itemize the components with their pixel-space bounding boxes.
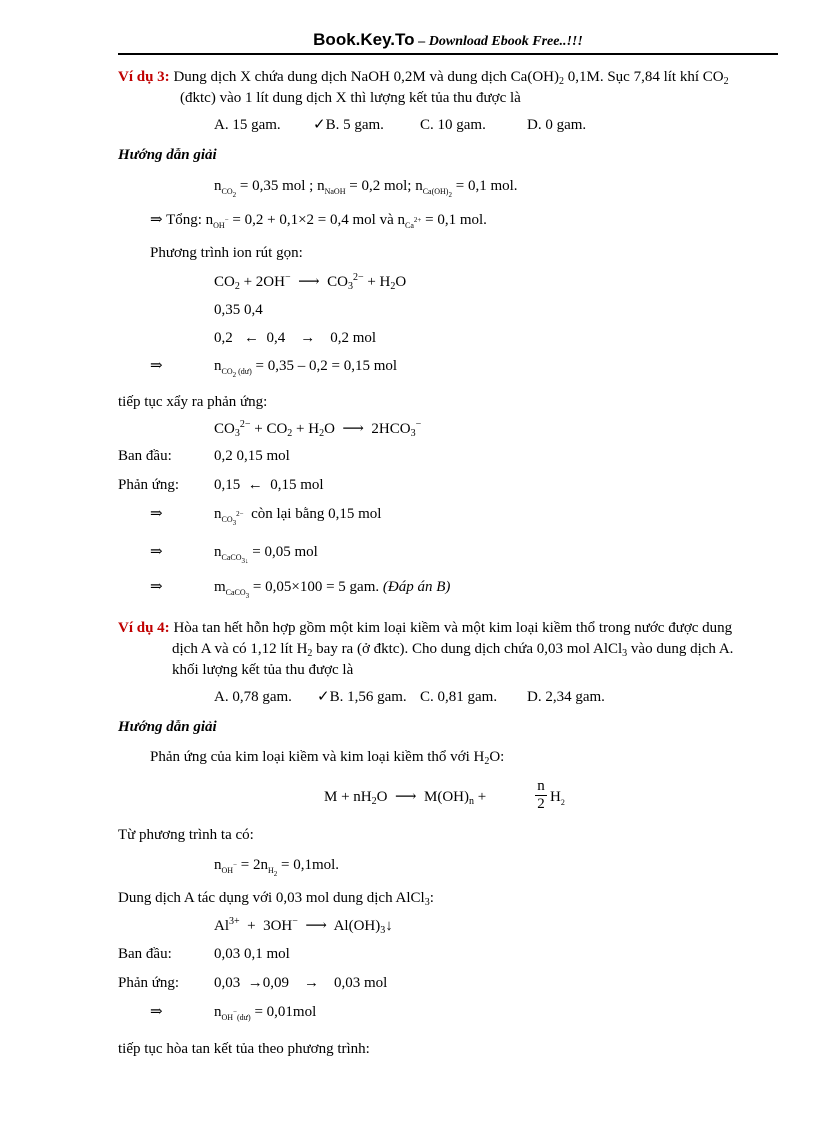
checkmark-icon: ✓ xyxy=(313,117,326,133)
example4-option-d: D. 2,34 gam. xyxy=(527,689,605,705)
example3-answer: (Đáp án B) xyxy=(382,579,451,595)
example3-option-a: A. 15 gam. xyxy=(214,117,281,133)
example3-question-line1: Ví dụ 3: Dung dịch X chứa dung dịch NaOH 0,2M và dung dịch $Ca(OH)_2$ 0,1M. Sục 7,84 lít khí $CO_2$ xyxy=(118,69,729,87)
example3-co2-excess: $n_{CO_2 (dư)} = 0,35 - 0,2 = 0,15$ mol xyxy=(214,358,398,379)
example3-option-c: C. 10 gam. xyxy=(420,117,486,133)
example4-h2-product: $H_2$ xyxy=(550,789,565,807)
example3-option-d: D. 0 gam. xyxy=(527,117,587,133)
example4-oh-remaining: $n_{OH^-(dư)} = 0,01mol$ xyxy=(214,1004,317,1022)
example4-reaction-text: Phản ứng của kim loại kiềm và kim loại kiềm thổ với $H_2O$: xyxy=(150,749,505,767)
implies-arrow-icon: ⇒ xyxy=(150,1004,163,1020)
example3-guide-heading: Hướng dẫn giải xyxy=(118,147,217,163)
example3-caco3-mass: $m_{CaCO_3} = 0,05\times 100 = 5$ gam. (Đáp án B) xyxy=(214,579,451,600)
example4-from-equation: Từ phương trình ta có: xyxy=(118,827,254,843)
example4-continue: tiếp tục hòa tan kết tủa theo phương trình: xyxy=(118,1041,370,1057)
example4-option-b: ✓B. 1,56 gam. xyxy=(317,689,407,705)
example4-oh-moles: $n_{OH^-} = 2n_{H_2} = 0,1mol$. xyxy=(214,857,340,878)
example3-co3-remaining: $n_{CO_3^{2-}}$ còn lại bằng 0,15 mol xyxy=(214,506,382,527)
example3-label: Ví dụ 3: xyxy=(118,69,170,85)
example3-initial-label: Ban đầu: xyxy=(118,448,172,464)
example3-question-line2: (đktc) vào 1 lít dung dịch X thì lượng kết tủa thu được là xyxy=(180,90,521,106)
implies-arrow-icon: ⇒ xyxy=(150,544,163,560)
header-brand: Book.Key.To xyxy=(313,30,415,49)
example3-total-line: ⇒ Tổng: $n_{OH^-} = 0,2 + 0,1\times 2 = 0,4$ mol và $n_{Ca^{2+}} = 0,1$ mol. xyxy=(150,212,487,230)
example4-question-line3: khối lượng kết tủa thu được là xyxy=(172,662,354,678)
example3-option-b: ✓B. 5 gam. xyxy=(313,117,384,133)
example4-metal-equation: $M + nH_2O$ ⟶ $M(OH)_n$ + xyxy=(324,789,487,807)
example4-fraction: n 2 xyxy=(534,778,548,813)
implies-arrow-icon: ⇒ xyxy=(150,358,163,374)
example4-reacted-values: 0,03 →0,09 → 0,03 mol xyxy=(214,975,388,991)
implies-arrow-icon: ⇒ xyxy=(150,579,163,595)
example3-reacted-label: Phản ứng: xyxy=(118,477,180,493)
implies-arrow-icon: ⇒ xyxy=(150,212,163,228)
example3-ionic-heading: Phương trình ion rút gọn: xyxy=(150,245,303,261)
example4-initial-label: Ban đầu: xyxy=(118,946,172,962)
example4-question-line2: dịch A và có 1,12 lít $H_2$ bay ra (ở đktc). Cho dung dịch chứa 0,03 mol AlCl$_3$ vào dung dịch A. xyxy=(172,641,734,659)
example3-eq1-reacted: 0,2 ← 0,4 → 0,2 mol xyxy=(214,330,377,346)
header-divider xyxy=(118,53,778,55)
checkmark-icon: ✓ xyxy=(317,689,330,705)
example3-eq1-initial: 0,35 0,4 xyxy=(214,302,263,318)
header-tagline: – Download Ebook Free..!!! xyxy=(418,34,583,49)
example4-initial-values: 0,03 0,1 mol xyxy=(214,946,290,962)
page-header xyxy=(118,30,778,50)
example4-solution-intro: Dung dịch A tác dụng với 0,03 mol dung dịch AlCl$_3$: xyxy=(118,890,434,908)
example3-continue: tiếp tục xẩy ra phản ứng: xyxy=(118,394,268,410)
example4-question-line1: Ví dụ 4: Hòa tan hết hỗn hợp gồm một kim loại kiềm và một kim loại kiềm thổ trong nước được dung xyxy=(118,620,733,636)
example4-option-a: A. 0,78 gam. xyxy=(214,689,292,705)
example4-option-c: C. 0,81 gam. xyxy=(420,689,498,705)
example4-equation: $Al^{3+} + 3OH^-$ ⟶ $Al(OH)_3↓$ xyxy=(214,916,393,936)
example3-equation2: $CO_3^{2-} + CO_2 + H_2O$ ⟶ $2HCO_3^-$ xyxy=(214,419,422,439)
example3-reacted-values: 0,15 ← 0,15 mol xyxy=(214,477,324,493)
example3-moles-line: $n_{CO_2} = 0,35$ mol ; $n_{NaOH} = 0,2$ mol; $n_{Ca(OH)_2} = 0,1$ mol. xyxy=(214,178,518,199)
implies-arrow-icon: ⇒ xyxy=(150,506,163,522)
example4-guide-heading: Hướng dẫn giải xyxy=(118,719,217,735)
example4-label: Ví dụ 4: xyxy=(118,620,170,636)
example3-initial-values: 0,2 0,15 mol xyxy=(214,448,290,464)
example4-reacted-label: Phản ứng: xyxy=(118,975,180,991)
example3-caco3-moles: $n_{CaCO_{3↓}} = 0,05$ mol xyxy=(214,544,318,565)
example3-equation1: $CO_2 + 2OH^-$ ⟶ $CO_3^{2-} + H_2O$ xyxy=(214,272,407,292)
